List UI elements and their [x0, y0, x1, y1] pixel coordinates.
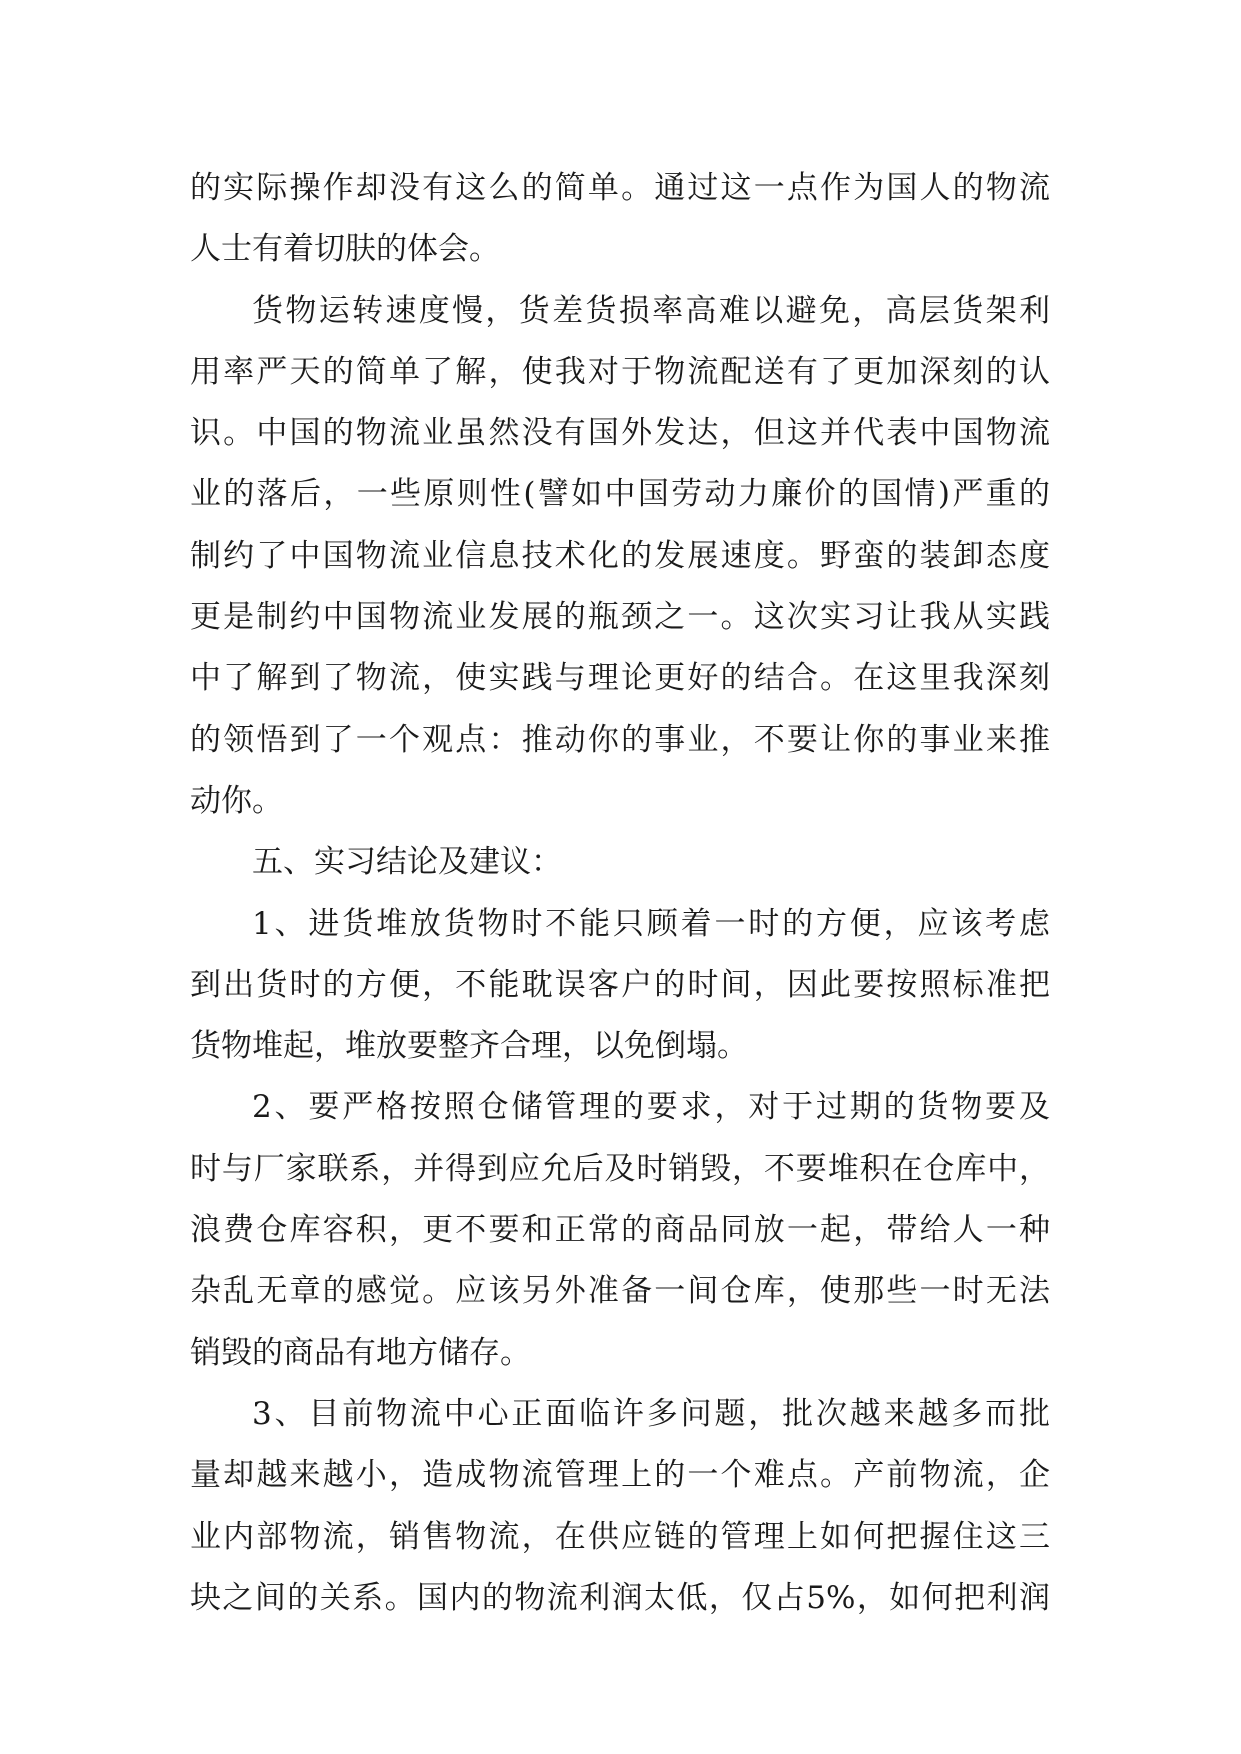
text-line: 的实际操作却没有这么的简单。通过这一点作为国人的物流 [190, 170, 1050, 206]
text-line: 业的落后，一些原则性(譬如中国劳动力廉价的国情)严重的 [190, 476, 1050, 513]
body-text [190, 158, 1050, 1629]
text-line: 动你。 [190, 782, 283, 819]
paragraph-first-line: 货物运转速度慢，货差货损率高难以避免，高层货架利 [252, 292, 1050, 329]
text-line: 用率严天的简单了解，使我对于物流配送有了更加深刻的认 [190, 353, 1050, 390]
text-line: 中了解到了物流，使实践与理论更好的结合。在这里我深刻 [190, 660, 1050, 697]
text-line: 识。中国的物流业虽然没有国外发达，但这并代表中国物流 [190, 415, 1050, 452]
section-heading: 五、实习结论及建议： [252, 844, 562, 881]
text-line: 更是制约中国物流业发展的瓶颈之一。这次实习让我从实践 [190, 599, 1050, 636]
text-line: 销毁的商品有地方储存。 [190, 1334, 531, 1371]
text-line: 浪费仓库容积，更不要和正常的商品同放一起，带给人一种 [190, 1212, 1050, 1249]
text-line: 制约了中国物流业信息技术化的发展速度。野蛮的装卸态度 [190, 537, 1050, 574]
text-line: 业内部物流，销售物流，在供应链的管理上如何把握住这三 [190, 1518, 1050, 1555]
text-line: 的领悟到了一个观点：推动你的事业，不要让你的事业来推 [190, 721, 1050, 758]
text-line: 量却越来越小，造成物流管理上的一个难点。产前物流，企 [190, 1457, 1050, 1494]
text-line: 块之间的关系。国内的物流利润太低，仅占5%，如何把利润 [190, 1579, 1050, 1616]
text-line: 货物堆起，堆放要整齐合理，以免倒塌。 [190, 1028, 748, 1065]
text-line: 时与厂家联系，并得到应允后及时销毁，不要堆积在仓库中， [190, 1150, 1050, 1187]
paragraph-first-line: 3、目前物流中心正面临许多问题，批次越来越多而批 [252, 1395, 1050, 1432]
paragraph-first-line: 1、进货堆放货物时不能只顾着一时的方便，应该考虑 [252, 905, 1050, 942]
text-line: 杂乱无章的感觉。应该另外准备一间仓库，使那些一时无法 [190, 1273, 1050, 1310]
text-line: 到出货时的方便，不能耽误客户的时间，因此要按照标准把 [190, 966, 1050, 1003]
text-line: 人士有着切肤的体会。 [190, 231, 500, 268]
paragraph-first-line: 2、要严格按照仓储管理的要求，对于过期的货物要及 [252, 1089, 1050, 1126]
